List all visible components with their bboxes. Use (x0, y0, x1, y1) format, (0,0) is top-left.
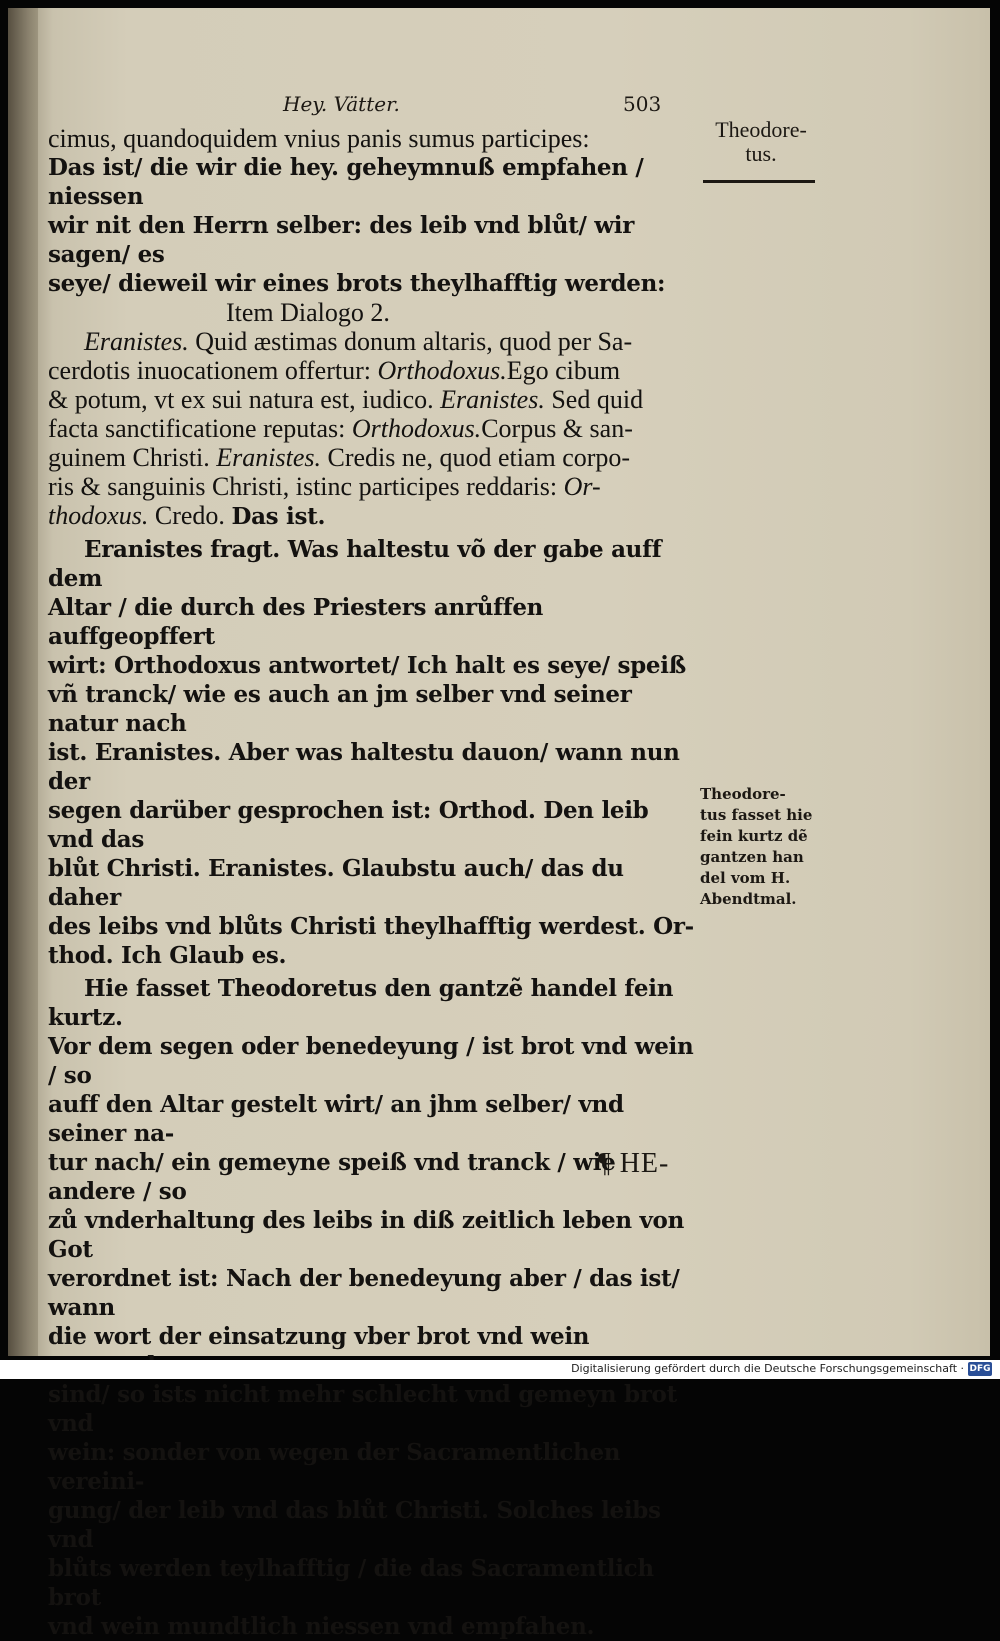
margin-note-line: Theodore- (715, 117, 807, 142)
latin-text: cerdotis inuocationem offertur: (48, 356, 378, 385)
german-line: Hie fasset Theodoretus den gantzẽ handel fein kurtz. (48, 975, 674, 1031)
german-text: Das ist. (231, 503, 326, 530)
german-line: auff den Altar gestelt wirt/ an jhm selber/ vnd seiner na- (48, 1091, 624, 1147)
page-header (283, 92, 683, 122)
catchword: ¶ HE- (598, 1148, 670, 1179)
margin-rule (703, 180, 815, 183)
latin-text: facta sanctificatione reputas: (48, 414, 352, 443)
latin-text: Sed quid (544, 385, 644, 414)
german-line: Vor dem segen oder benedeyung / ist brot vnd wein / so (48, 1033, 694, 1089)
latin-text: Ego cibum (506, 356, 621, 385)
speaker-name: Or- (563, 472, 601, 501)
latin-text: Credis ne, quod etiam corpo- (321, 443, 631, 472)
latin-line (48, 356, 696, 385)
page-number: 503 (623, 92, 662, 116)
german-line: die wort der einsatzung vber brot vnd wein (48, 1323, 590, 1350)
latin-line (48, 501, 696, 531)
margin-note-line: gantzen han (700, 848, 804, 866)
text-line: cimus, quandoquidem vnius panis sumus participes: (48, 124, 590, 153)
latin-line (48, 327, 696, 356)
margin-note-line: Abendtmal. (700, 890, 797, 908)
speaker-name: Orthodoxus. (351, 414, 482, 443)
running-head: Hey. Vätter. (283, 92, 400, 116)
german-line: wirt: Orthodoxus antwortet/ Ich halt es seye/ speiß (48, 652, 686, 679)
latin-text: guinem Christi. (48, 443, 217, 472)
german-line: sind/ so ists nicht mehr schlecht vnd gemeyn brot vnd (48, 1381, 677, 1437)
speaker-name: Eranistes. (84, 327, 189, 356)
margin-note-theodoretus (696, 118, 826, 166)
german-line: wein: sonder von wegen der Sacramentlichen vereini- (48, 1439, 621, 1495)
latin-text: ris & sanguinis Christi, istinc participes reddaris: (48, 472, 564, 501)
margin-note-line: fein kurtz dẽ (700, 827, 808, 845)
latin-line (48, 414, 696, 443)
margin-note-line: del vom H. (700, 869, 791, 887)
margin-note-line: tus fasset hie (700, 806, 813, 824)
latin-line (48, 472, 696, 501)
margin-note-summary (700, 784, 830, 910)
margin-note-line: Theodore- (700, 785, 786, 803)
german-line: ist. Eranistes. Aber was haltestu dauon/ wann nun der (48, 739, 680, 795)
german-line: verordnet ist: Nach der benedeyung aber / das ist/ wann (48, 1265, 680, 1321)
speaker-name: Eranistes. (440, 385, 545, 414)
german-line: vñ tranck/ wie es auch an jm selber vnd seiner natur nach (48, 681, 632, 737)
german-line: Eranistes fragt. Was haltestu võ der gabe auff dem (48, 536, 662, 592)
latin-line (48, 385, 696, 414)
german-line: gung/ der leib vnd das blůt Christi. Solches leibs vnd (48, 1497, 661, 1553)
digitization-credit: Digitalisierung gefördert durch die Deutsche Forschungsgemeinschaft · (571, 1362, 964, 1375)
latin-text: Corpus & san- (481, 414, 633, 443)
section-heading: Item Dialogo 2. (226, 298, 390, 327)
speaker-name: thodoxus. (48, 501, 149, 530)
dfg-logo-icon: DFG (969, 1364, 991, 1374)
body-text (48, 124, 696, 1641)
german-line: tur nach/ ein gemeyne speiß vnd tranck / wie andere / so (48, 1149, 616, 1205)
margin-note-line: tus. (745, 141, 777, 166)
german-line: Altar / die durch des Priesters anrůffen auffgeopffert (48, 594, 544, 650)
german-line: vnd wein mundtlich niessen vnd empfahen. (48, 1613, 595, 1640)
latin-line (48, 443, 696, 472)
german-line: thod. Ich Glaub es. (48, 942, 287, 969)
latin-text: Credo. (148, 501, 232, 530)
text-line: Das ist/ die wir die hey. geheymnuß empfahen / niessen (48, 154, 644, 210)
speaker-name: Orthodoxus. (377, 356, 507, 385)
latin-text: & potum, vt ex sui natura est, iudico. (48, 385, 441, 414)
german-line: zů vnderhaltung des leibs in diß zeitlich leben von Got (48, 1207, 685, 1263)
text-line: wir nit den Herrn selber: des leib vnd blůt/ wir sagen/ es (48, 212, 635, 268)
text-line: seye/ dieweil wir eines brots theylhafftig werden: (48, 270, 666, 297)
german-line: des leibs vnd blůts Christi theylhafftig werdest. Or- (48, 913, 694, 940)
german-line: segen darüber gesprochen ist: Orthod. Den leib vnd das (48, 797, 649, 853)
speaker-name: Eranistes. (216, 443, 322, 472)
latin-text: Quid æstimas donum altaris, quod per Sa- (188, 327, 633, 356)
german-line: blůt Christi. Eranistes. Glaubstu auch/ das du daher (48, 855, 624, 911)
german-line: blůts werden teylhafftig / die das Sacramentlich brot (48, 1555, 654, 1611)
